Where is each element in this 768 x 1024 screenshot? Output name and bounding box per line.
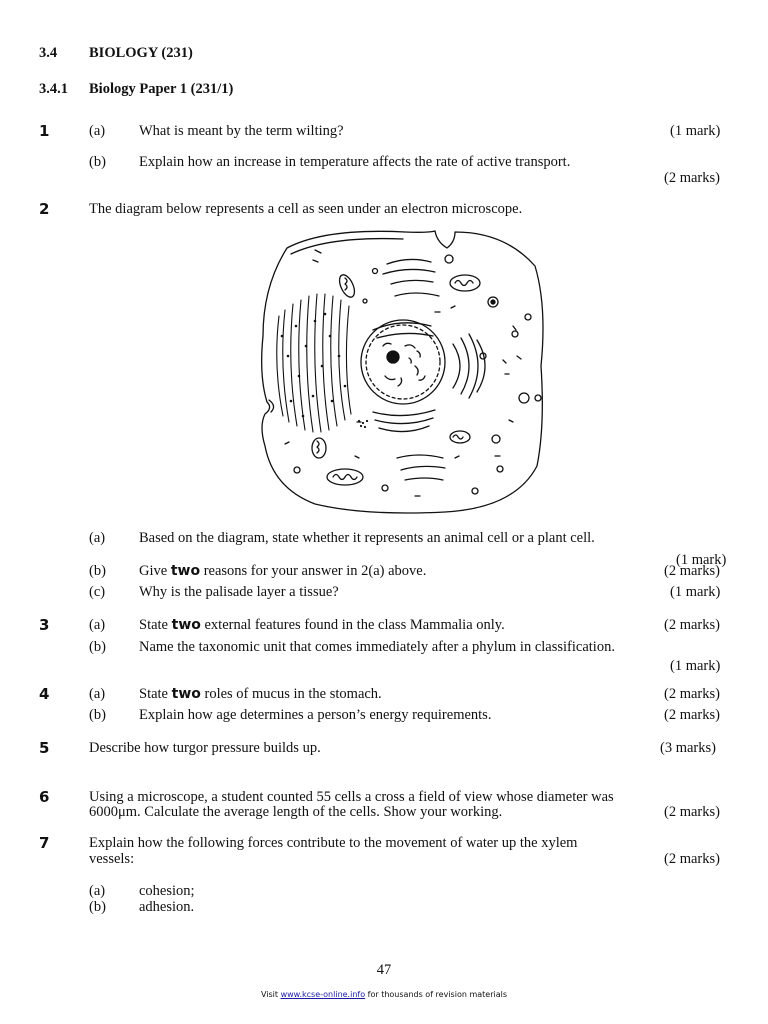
q1a-text: What is meant by the term wilting? bbox=[139, 123, 344, 139]
q2c-label: (c) bbox=[89, 584, 106, 600]
q3b-label: (b) bbox=[89, 639, 106, 655]
q4a-marks: (2 marks) bbox=[664, 686, 720, 702]
q6-line-1: Using a microscope, a student counted 55 cells a cross a field of view whose diameter was bbox=[89, 789, 614, 805]
q2b-text: Give two reasons for your answer in 2(a) above. bbox=[139, 563, 427, 579]
q4a-label: (a) bbox=[89, 686, 106, 702]
q5-marks: (3 marks) bbox=[660, 740, 716, 756]
q6-line-2: 6000μm. Calculate the average length of the cells. Show your working. bbox=[89, 804, 503, 820]
ribosomes bbox=[281, 313, 368, 428]
q2a-marks: (1 mark) bbox=[676, 552, 727, 568]
q3a-text: State two external features found in the class Mammalia only. bbox=[139, 617, 505, 633]
footer-link[interactable]: www.kcse-online.info bbox=[280, 990, 366, 999]
q2b-label: (b) bbox=[89, 563, 106, 579]
q3b-marks: (1 mark) bbox=[670, 658, 721, 674]
question-number-5: 5 bbox=[39, 739, 50, 757]
q7a-label: (a) bbox=[89, 883, 106, 899]
question-number-1: 1 bbox=[39, 122, 50, 140]
subsection-title: Biology Paper 1 (231/1) bbox=[89, 81, 234, 97]
page-number: 47 bbox=[376, 962, 392, 978]
q7b-label: (b) bbox=[89, 899, 106, 915]
question-number-4: 4 bbox=[39, 685, 50, 703]
cell-diagram bbox=[255, 226, 545, 516]
question-number-6: 6 bbox=[39, 788, 50, 806]
q1b-marks: (2 marks) bbox=[664, 170, 720, 186]
q2c-text: Why is the palisade layer a tissue? bbox=[139, 584, 339, 600]
nucleus bbox=[361, 320, 445, 404]
q2a-label: (a) bbox=[89, 530, 106, 546]
footer-visit: Visit bbox=[260, 990, 279, 999]
question-number-7: 7 bbox=[39, 834, 50, 852]
q7-line-2: vessels: bbox=[89, 851, 135, 867]
q2c-marks: (1 mark) bbox=[670, 584, 721, 600]
q6-marks: (2 marks) bbox=[664, 804, 720, 820]
footer-tail: for thousands of revision materials bbox=[367, 990, 508, 999]
footer-note bbox=[0, 990, 768, 999]
question-number-2: 2 bbox=[39, 200, 50, 218]
q4a-text: State two roles of mucus in the stomach. bbox=[139, 686, 382, 702]
nucleolus bbox=[387, 351, 399, 363]
q1b-label: (b) bbox=[89, 154, 106, 170]
q3a-marks: (2 marks) bbox=[664, 617, 720, 633]
q7b-text: adhesion. bbox=[139, 899, 195, 915]
q7-marks: (2 marks) bbox=[664, 851, 720, 867]
q3a-label: (a) bbox=[89, 617, 106, 633]
subsection-number: 3.4.1 bbox=[39, 81, 68, 97]
q4b-marks: (2 marks) bbox=[664, 707, 720, 723]
q7-line-1: Explain how the following forces contribute to the movement of water up the xylem bbox=[89, 835, 578, 851]
q1a-marks: (1 mark) bbox=[670, 123, 721, 139]
rough-er bbox=[277, 294, 351, 432]
mitochondria bbox=[312, 273, 480, 485]
q1a-label: (a) bbox=[89, 123, 106, 139]
q5-text: Describe how turgor pressure builds up. bbox=[89, 740, 321, 756]
q2b-marks: (2 marks) bbox=[664, 563, 720, 579]
q1b-text: Explain how an increase in temperature affects the rate of active transport. bbox=[139, 154, 571, 170]
q2-intro: The diagram below represents a cell as seen under an electron microscope. bbox=[89, 201, 523, 217]
q4b-text: Explain how age determines a person’s energy requirements. bbox=[139, 707, 492, 723]
question-number-3: 3 bbox=[39, 616, 50, 634]
q7a-text: cohesion; bbox=[139, 883, 195, 899]
q2a-text: Based on the diagram, state whether it represents an animal cell or a plant cell. bbox=[139, 530, 595, 546]
q4b-label: (b) bbox=[89, 707, 106, 723]
q3b-text: Name the taxonomic unit that comes immediately after a phylum in classification. bbox=[139, 639, 615, 655]
section-title: BIOLOGY (231) bbox=[89, 45, 193, 61]
cell-membrane bbox=[262, 231, 543, 513]
section-number: 3.4 bbox=[39, 45, 58, 61]
